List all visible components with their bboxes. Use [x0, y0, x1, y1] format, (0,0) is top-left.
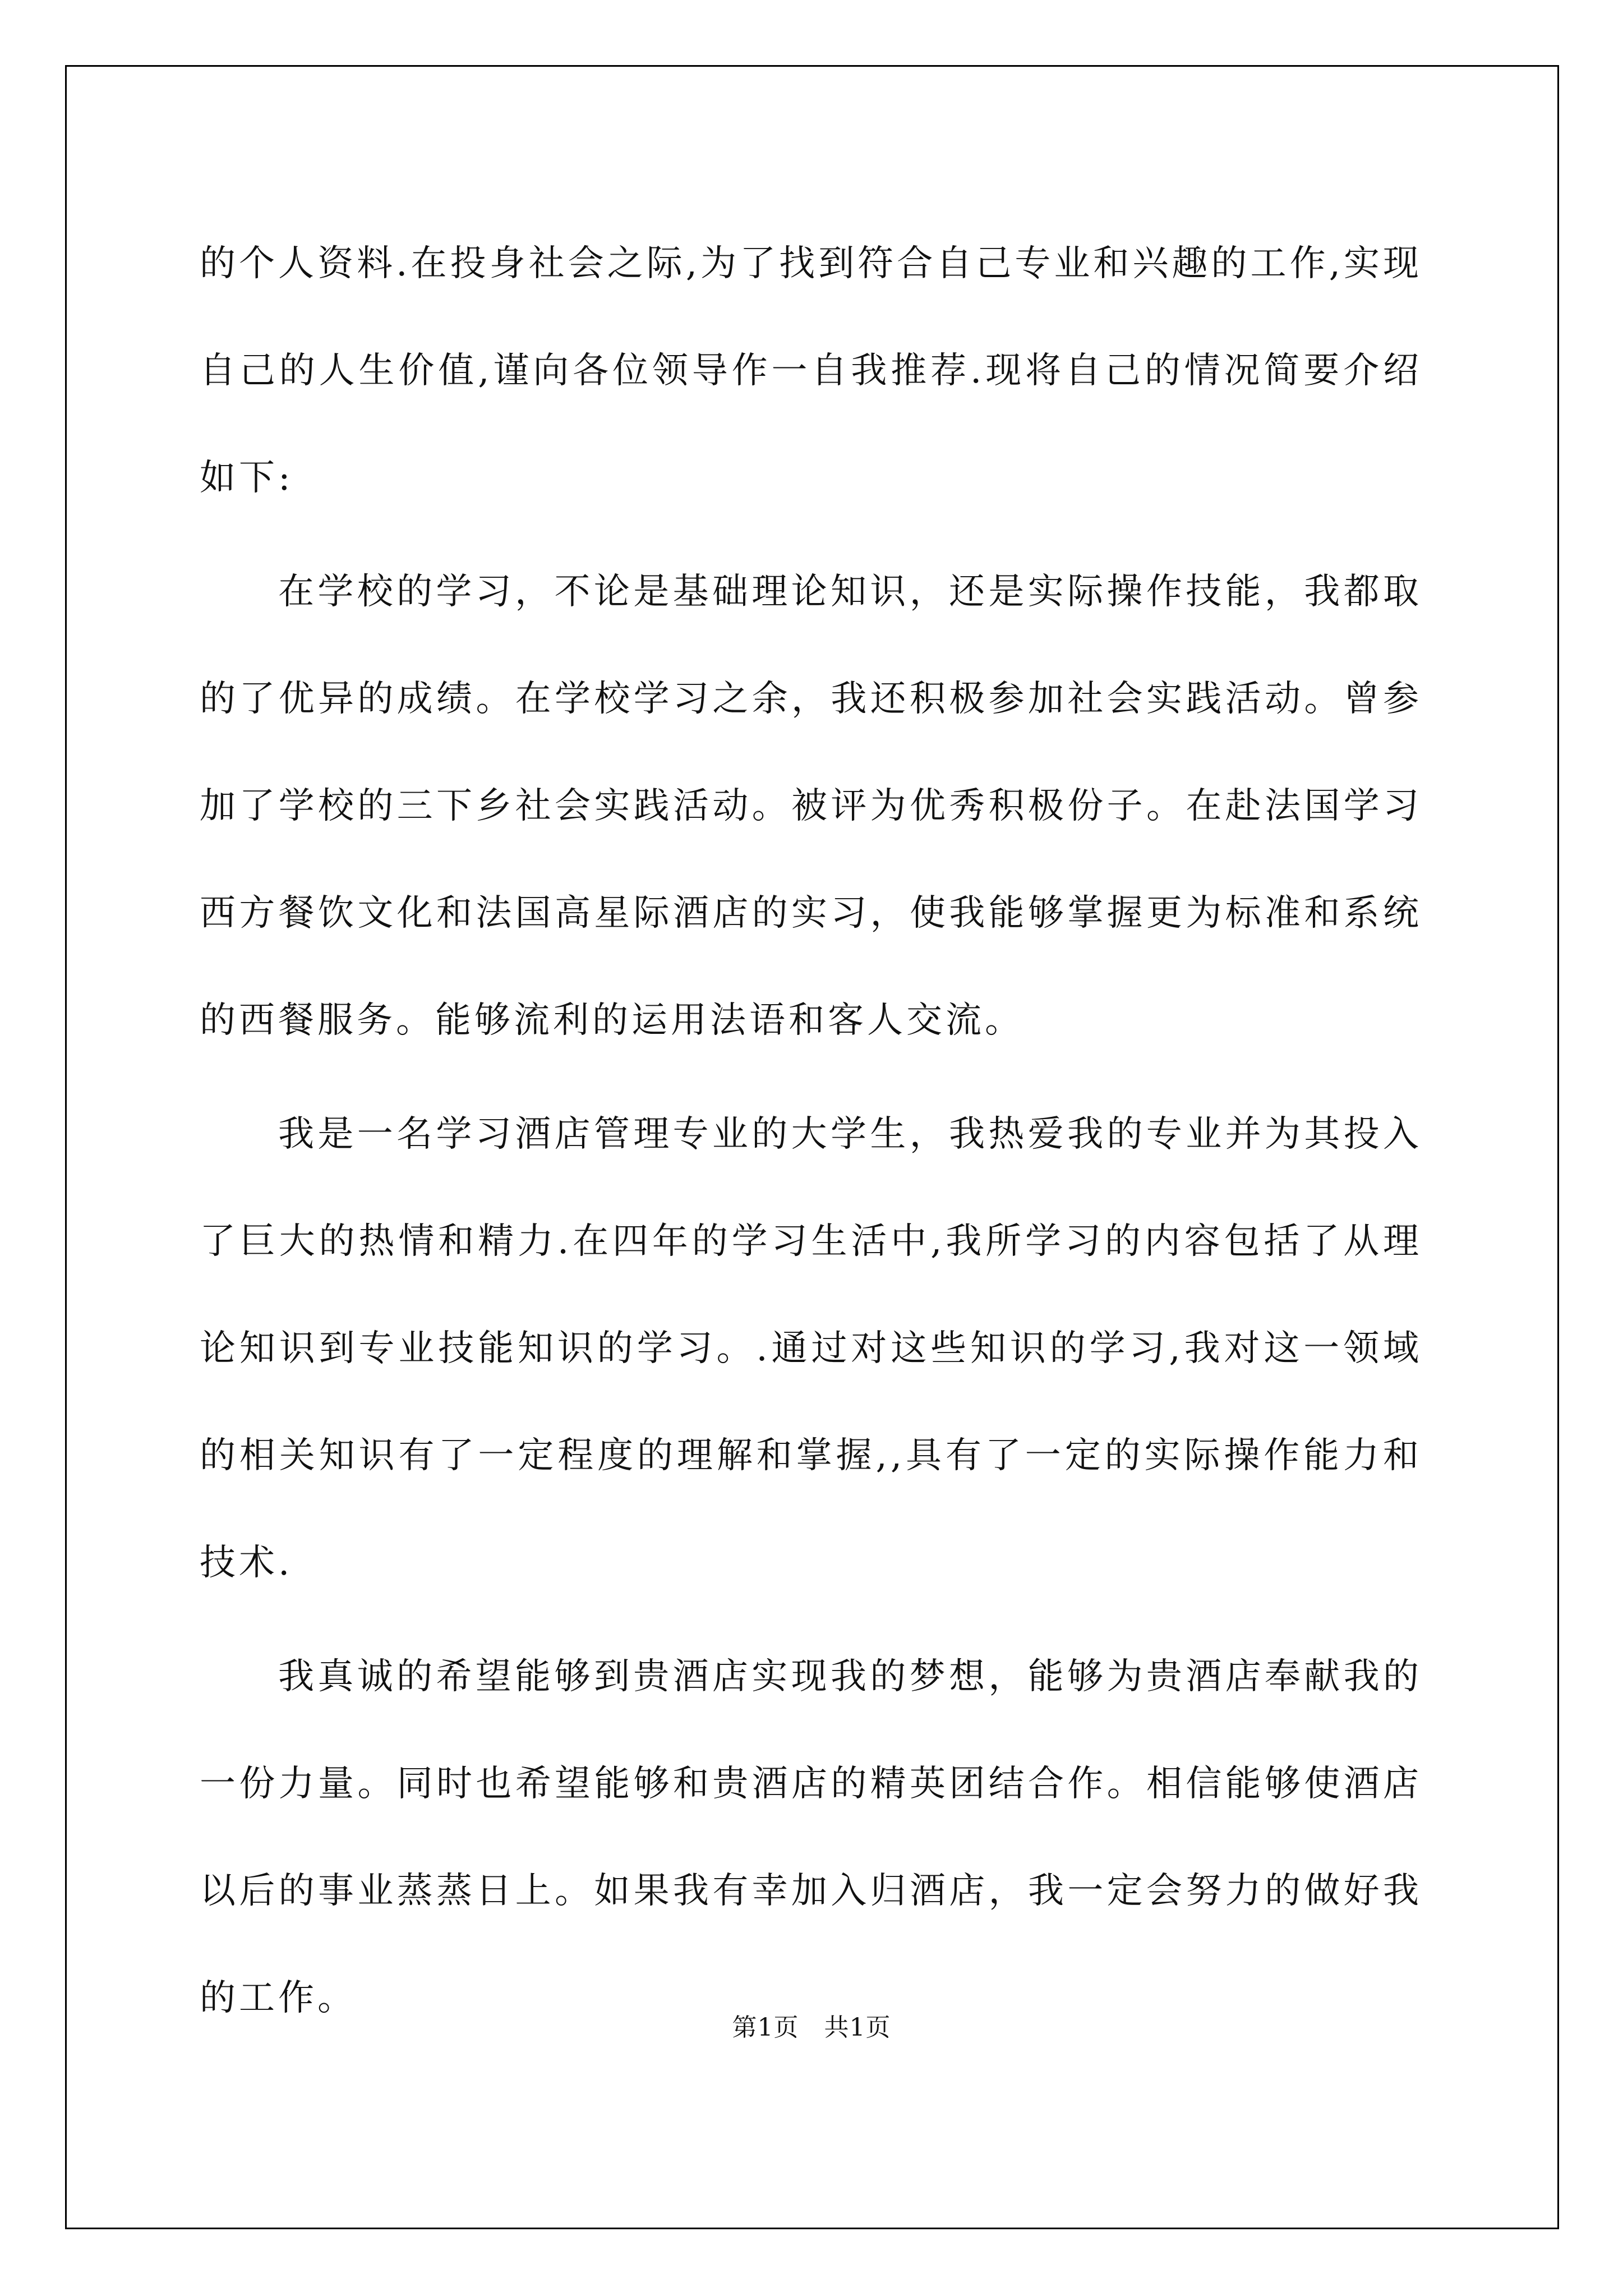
- paragraph-intro: 的个人资料.在投身社会之际,为了找到符合自己专业和兴趣的工作,实现自己的人生价值,谨向各位领导作一自我推荐.现将自己的情况简要介绍如下:: [200, 243, 1422, 499]
- paragraph-major: 我是一名学习酒店管理专业的大学生，我热爱我的专业并为其投入了巨大的热情和精力.在四年的学习生活中,我所学习的内容包括了从理论知识到专业技能知识的学习。.通过对这些知识的学习,我对这一领域的相关知识有了一定程度的理解和掌握,,具有了一定的实际操作能力和技术.: [200, 1114, 1422, 1584]
- document-body: [200, 210, 1422, 2059]
- page-footer: 第1页 共1页: [732, 2013, 891, 2042]
- paragraph-closing: 我真诚的希望能够到贵酒店实现我的梦想，能够为贵酒店奉献我的一份力量。同时也希望能够和贵酒店的精英团结合作。相信能够使酒店以后的事业蒸蒸日上。如果我有幸加入归酒店，我一定会努力的做好我的工作。: [200, 1656, 1422, 2019]
- paragraph-school-study: 在学校的学习，不论是基础理论知识，还是实际操作技能，我都取的了优异的成绩。在学校学习之余，我还积极参加社会实践活动。曾参加了学校的三下乡社会实践活动。被评为优秀积极份子。在赴法国学习西方餐饮文化和法国高星际酒店的实习，使我能够掌握更为标准和系统的西餐服务。能够流利的运用法语和客人交流。: [200, 571, 1422, 1041]
